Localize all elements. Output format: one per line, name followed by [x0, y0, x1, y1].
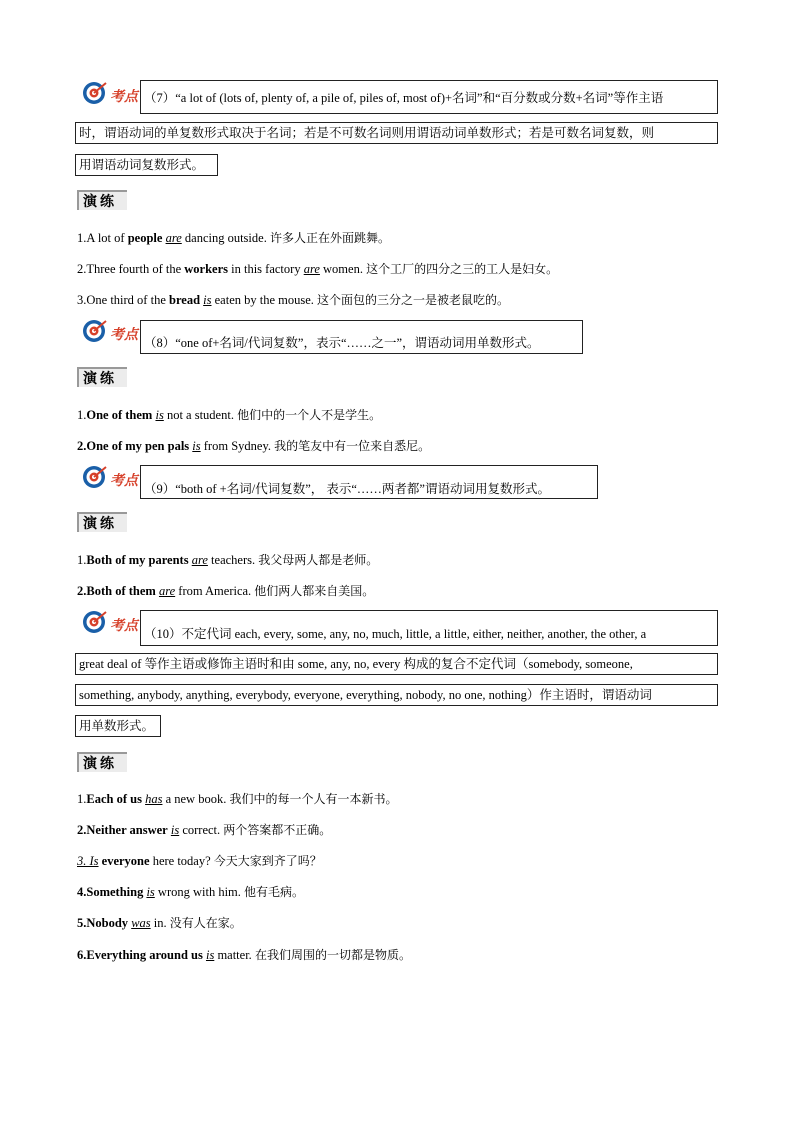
rule-box-10-line2: great deal of 等作主语或修饰主语时和由 some, any, no, every 构成的复合不定代词（somebody, someone,	[75, 653, 718, 675]
rule-box-8: （8）“one of+名词/代词复数”，表示“……之一”，谓语动词用单数形式。	[140, 320, 583, 354]
rule-box-7-line3: 用谓语动词复数形式。	[75, 154, 218, 176]
yanlian-badge	[77, 512, 127, 532]
yanlian-label: 演练	[83, 194, 117, 210]
example-10-5: 5.Nobody was in. 没有人在家。	[77, 916, 242, 930]
yanlian-badge	[77, 367, 127, 387]
kaodian-label: 考点	[110, 89, 138, 105]
yanlian-label: 演练	[83, 756, 117, 772]
rule-box-9: （9）“both of +名词/代词复数”， 表示“……两者都”谓语动词用复数形式。	[140, 465, 598, 499]
example-10-6: 6.Everything around us is matter. 在我们周围的一切都是物质。	[77, 948, 411, 962]
example-9-1: 1.Both of my parents are teachers. 我父母两人都是老师。	[77, 553, 379, 567]
example-10-2: 2.Neither answer is correct. 两个答案都不正确。	[77, 823, 332, 837]
kaodian-label: 考点	[110, 327, 138, 343]
example-8-2: 2.One of my pen pals is from Sydney. 我的笔友中有一位来自悉尼。	[77, 439, 431, 453]
example-10-3: 3. Is everyone here today? 今天大家到齐了吗？	[77, 854, 322, 868]
example-7-3: 3.One third of the bread is eaten by the mouse. 这个面包的三分之一是被老鼠吃的。	[77, 293, 510, 307]
example-10-4: 4.Something is wrong with him. 他有毛病。	[77, 885, 305, 899]
rule-box-10-line4: 用单数形式。	[75, 715, 161, 737]
example-8-1: 1.One of them is not a student. 他们中的一个人不是学生。	[77, 408, 382, 422]
example-7-2: 2.Three fourth of the workers in this factory are women. 这个工厂的四分之三的工人是妇女。	[77, 262, 559, 276]
example-10-1: 1.Each of us has a new book. 我们中的每一个人有一本新书。	[77, 792, 398, 806]
yanlian-label: 演练	[83, 516, 117, 532]
rule-box-7-line2: 时，谓语动词的单复数形式取决于名词；若是不可数名词则用谓语动词单数形式；若是可数名词复数，则	[75, 122, 718, 144]
yanlian-label: 演练	[83, 371, 117, 387]
yanlian-badge	[77, 190, 127, 210]
rule-box-7-line1: （7）“a lot of (lots of, plenty of, a pile of, piles of, most of)+名词”和“百分数或分数+名词”等作主语	[140, 80, 718, 114]
rule-box-10-line1: （10）不定代词 each, every, some, any, no, much, little, a little, either, neither, another, the other, a	[140, 610, 718, 646]
rule-box-10-line3: something, anybody, anything, everybody, everyone, everything, nobody, no one, nothing）作主语时，谓语动词	[75, 684, 718, 706]
kaodian-label: 考点	[110, 618, 138, 634]
kaodian-label: 考点	[110, 473, 138, 489]
example-7-1: 1.A lot of people are dancing outside. 许多人正在外面跳舞。	[77, 231, 390, 245]
example-9-2: 2.Both of them are from America. 他们两人都来自美国。	[77, 584, 375, 598]
yanlian-badge	[77, 752, 127, 772]
